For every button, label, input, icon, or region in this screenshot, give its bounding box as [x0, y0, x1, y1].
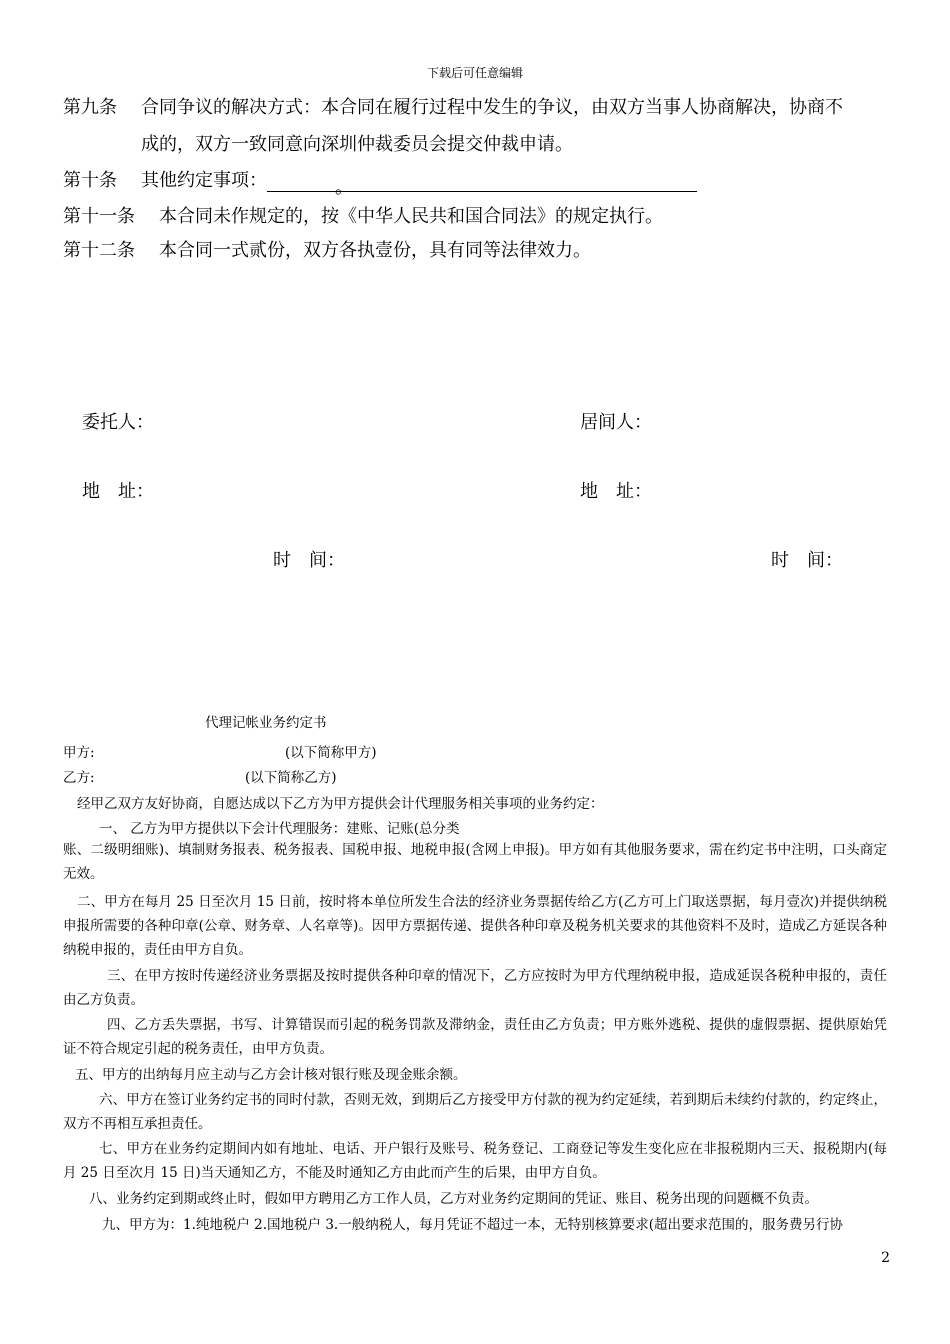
agreement-intro: 经甲乙双方友好协商，自愿达成以下乙方为甲方提供会计代理服务相关事项的业务约定：: [77, 796, 604, 812]
party-a-note: (以下简称甲方): [285, 745, 377, 761]
article-12-text: 本合同一式贰份，双方各执壹份，具有同等法律效力。: [159, 240, 591, 261]
article-12-heading: 第十二条: [63, 240, 135, 261]
article-10-label: 其他约定事项：: [141, 170, 267, 191]
article-10-blank: [267, 173, 335, 192]
agreement-title: 代理记帐业务约定书: [205, 715, 327, 731]
clause-8: 八、业务约定到期或终止时，假如甲方聘用乙方工作人员，乙方对业务约定期间的凭证、账目、税务出现的问题概不负责。: [89, 1191, 818, 1207]
article-11-text: 本合同未作规定的，按《中华人民共和国合同法》的规定执行。: [159, 206, 663, 227]
client-time-label: 时 间：: [273, 550, 345, 571]
clause-9: 九、甲方为：1.纯地税户 2.国地税户 3.一般纳税人，每月凭证不超过一本，无特别核算要求(超出要求范围的，服务费另行协: [102, 1217, 843, 1233]
clause-6: 六、甲方在签订业务约定书的同时付款，否则无效，到期后乙方接受甲方付款的视为约定延续，若到期后未续约付款的，约定终止，双方不再相互承担责任。: [63, 1092, 887, 1132]
article-10-heading: 第十条: [63, 170, 117, 191]
article-10-mark: 。: [335, 173, 347, 192]
clause-4: 四、乙方丢失票据，书写、计算错误而引起的税务罚款及滞纳金，责任由乙方负责；甲方账外逃税、提供的虚假票据、提供原始凭证不符合规定引起的税务责任，由甲方负责。: [63, 1017, 887, 1057]
article-9-text-line2: 成的，双方一致同意向深圳仲裁委员会提交仲裁申请。: [141, 134, 573, 155]
article-9-heading: 第九条: [63, 97, 117, 118]
broker-label: 居间人：: [580, 412, 652, 433]
client-address-label: 地 址：: [82, 481, 154, 502]
clause-5: 五、甲方的出纳每月应主动与乙方会计核对银行账及现金账余额。: [75, 1067, 467, 1083]
article-11-heading: 第十一条: [63, 206, 135, 227]
client-label: 委托人：: [82, 412, 154, 433]
clause-1-continuation: 账、二级明细账)、填制财务报表、税务报表、国税申报、地税申报(含网上申报)。甲方如有其他服务要求，需在约定书中注明，口头商定无效。: [63, 842, 887, 882]
page-header-note: 下载后可任意编辑: [426, 66, 523, 80]
clause-2: 二、甲方在每月 25 日至次月 15 日前，按时将本单位所发生合法的经济业务票据传给乙方(乙方可上门取送票据，每月壹次)并提供纳税申报所需要的各种印章(公章、财务章、人名章等)。因甲方票据传递、提供各种印章及税务机关要求的其他资料不及时，造成乙方延误各种纳税申报的，责任由甲方自负。: [63, 894, 887, 958]
clause-1-first-line: 一、 乙方为甲方提供以下会计代理服务：建账、记账(总分类: [99, 821, 460, 837]
party-b-label: 乙方:: [63, 770, 95, 786]
broker-time-label: 时 间：: [771, 550, 843, 571]
article-10-blank-tail: [347, 173, 697, 192]
party-a-label: 甲方:: [63, 745, 95, 761]
page-number: 2: [881, 1250, 890, 1266]
clause-3: 三、在甲方按时传递经济业务票据及按时提供各种印章的情况下，乙方应按时为甲方代理纳税申报，造成延误各税种申报的，责任由乙方负责。: [63, 968, 887, 1008]
article-10-text: [141, 166, 697, 198]
clause-7: 七、甲方在业务约定期间内如有地址、电话、开户银行及账号、税务登记、工商登记等发生变化应在非报税期内三天、报税期内(每月 25 日至次月 15 日)当天通知乙方，不能及时通知乙方由此而产生的后果，由甲方自负。: [63, 1141, 887, 1181]
article-9-text-line1: 合同争议的解决方式：本合同在履行过程中发生的争议，由双方当事人协商解决，协商不: [141, 97, 843, 118]
party-b-note: (以下简称乙方): [245, 770, 337, 786]
broker-address-label: 地 址：: [580, 481, 652, 502]
